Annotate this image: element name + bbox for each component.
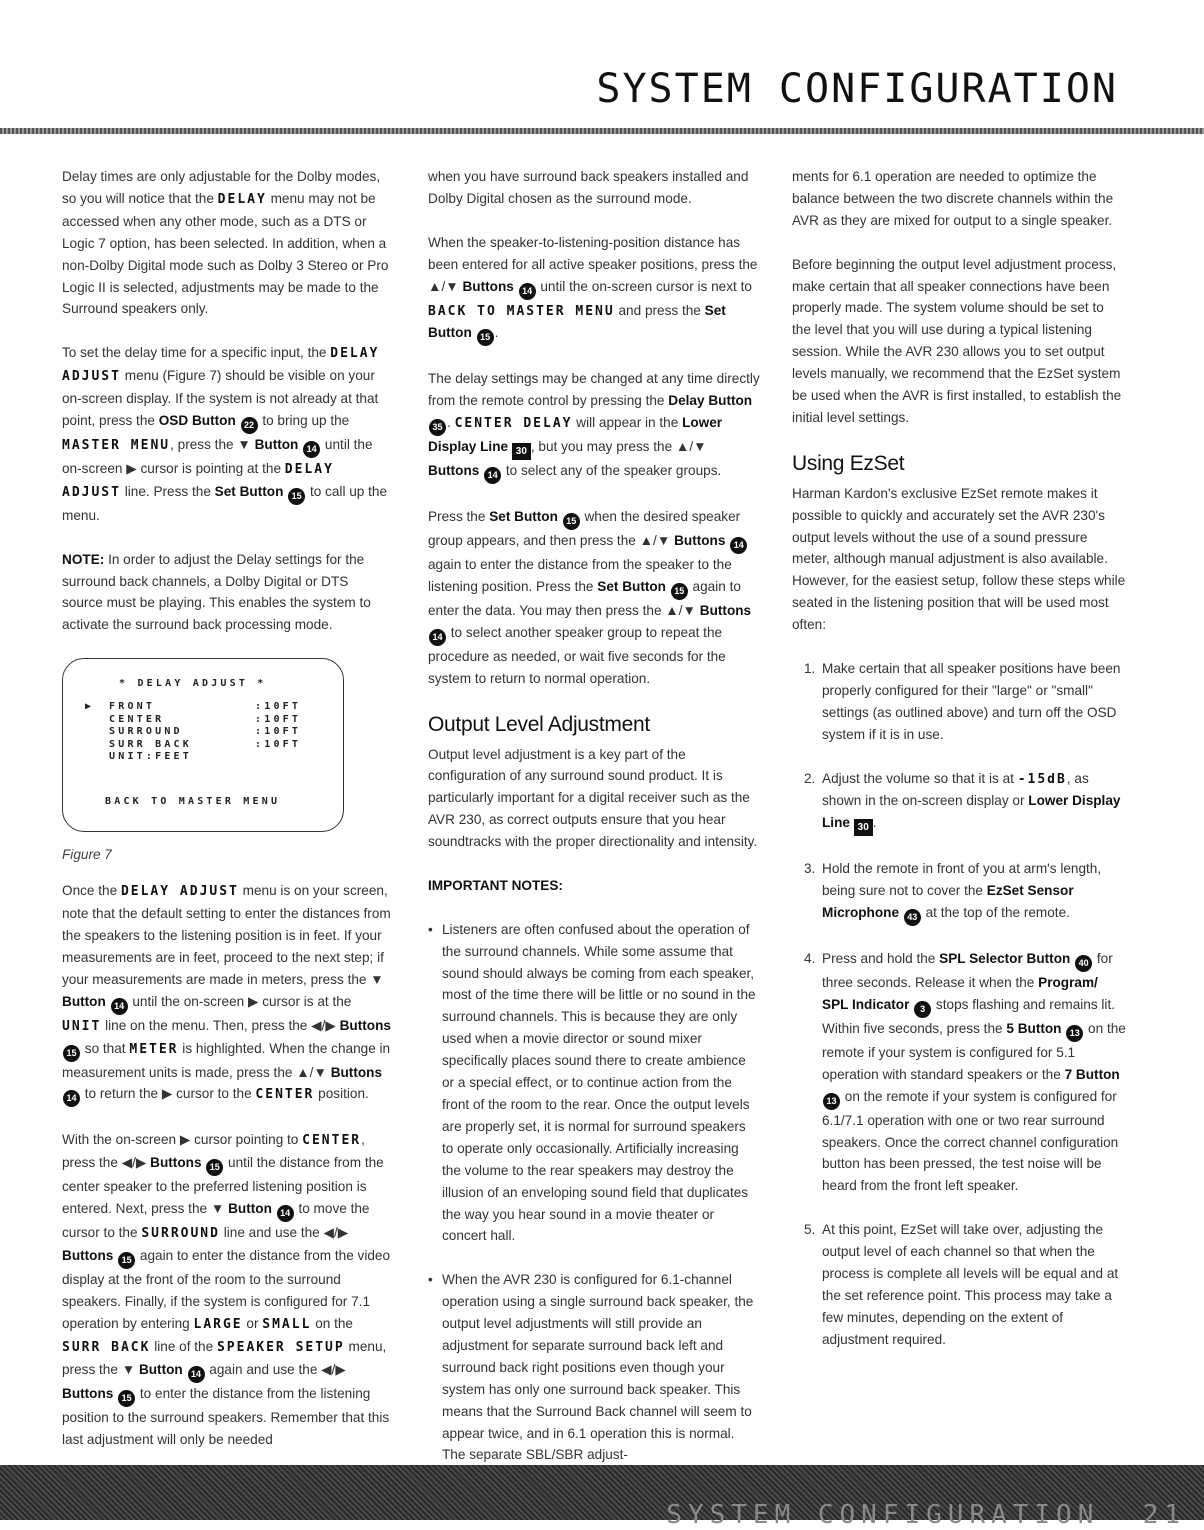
callout-number: 15 [671,583,688,600]
column-1 [62,166,392,1472]
paragraph: Delay times are only adjustable for the Dolby modes, so you will notice that the DELAY menu may not be accessed when any other mode, such as a DTS or Logic 7 option, has been selected. In addition, when a non-Dolby Digital mode such as Dolby 3 Stereo or Pro Logic II is selected, adjustments may be made to the Surround speakers only. [62,169,389,317]
callout-number: 14 [484,467,501,484]
list-item: • When the AVR 230 is configured for 6.1-channel operation using a single surround back speaker, the output level adjustments will still provide an adjustment for separate surround back left and surround back right positions even though your system has only one surround back speaker. This means that the Surround Back channel will seem to appear twice, and in 6.1 operation this is normal. The separate SBL/SBR adjust- [428,1269,760,1466]
column-2 [428,166,760,1488]
paragraph: Once the DELAY ADJUST menu is on your screen, note that the default setting to enter the distances from the speakers to the listening position is in feet. If your measurements are in feet, proceed to the next step; if your measurements are made in meters, press the ▼ Button 14 until the on-screen ▶ cursor is at the UNIT line on the menu. Then, press the ◀/▶ Buttons 15 so that METER is highlighted. When the change in measurement units is made, press the ▲/▼ Buttons 14 to return the ▶ cursor to the CENTER position. [62,880,392,1107]
callout-number: 13 [823,1093,840,1110]
column-3 [792,166,1126,1372]
list-item: 2. Adjust the volume so that it is at -15dB, as shown in the on-screen display or Lower Display Line 30 . [792,768,1126,837]
callout-number: 14 [188,1366,205,1383]
section-heading: Using EzSet [792,451,905,475]
note-paragraph: NOTE: In order to adjust the Delay settings for the surround back channels, a Dolby Digital or DTS source must be playing. This enables the system to activate the surround back processing mode. [62,551,371,633]
callout-number: 3 [914,1001,931,1018]
figure-caption: Figure 7 [62,847,112,863]
page-title: SYSTEM CONFIGURATION [596,66,1118,112]
callout-number: 15 [118,1252,135,1269]
callout-number: 14 [519,283,536,300]
callout-number: 14 [277,1205,294,1222]
paragraph: ments for 6.1 operation are needed to optimize the balance between the two discrete channels within the AVR as they are mixed for output to a single speaker. [792,169,1114,228]
paragraph: When the speaker-to-listening-position distance has been entered for all active speaker positions, press the ▲/▼ Buttons 14 until the on-screen cursor is next to BACK TO MASTER MENU and press the Set Button 15 . [428,232,760,347]
footer-text: SYSTEM CONFIGURATION 21 [666,1500,1186,1530]
important-notes-heading: IMPORTANT NOTES: [428,877,563,893]
osd-delay-adjust-figure [62,658,344,832]
notes-list [428,919,760,1467]
osd-row: SURROUND :10FT [109,726,302,738]
header-rule [0,128,1204,134]
callout-number: 30 [512,443,531,460]
paragraph: Harman Kardon's exclusive EzSet remote makes it possible to quickly and accurately set the AVR 230's output levels without the use of a sound pressure meter, although manual adjustment is also available. However, for the easiest setup, follow these steps while seated in the listening position that will be used most often: [792,485,1126,633]
list-item: • Listeners are often confused about the operation of the surround channels. While some assume that sound should always be coming from each speaker, most of the time there will be little or no sound in the surround channels. This is because they are only used when a movie director or sound mixer specifically places sound there to create ambience or a special effect, or to continue action from the front of the room to the rear. Once the output levels are properly set, it is normal for surround speakers to operate only occasionally. Artificially increasing the volume to the rear speakers may destroy the illusion of an enveloping sound field that duplicates the way you hear sound in a movie theater or concert hall. [428,919,760,1248]
callout-number: 14 [111,998,128,1015]
callout-number: 15 [288,488,305,505]
callout-number: 15 [477,329,494,346]
section-heading: Output Level Adjustment [428,712,650,736]
callout-number: 30 [854,819,873,836]
paragraph: when you have surround back speakers installed and Dolby Digital chosen as the surround mode. [428,169,749,206]
callout-number: 13 [1066,1025,1083,1042]
osd-back-line: BACK TO MASTER MENU [105,796,281,808]
paragraph: Press the Set Button 15 when the desired speaker group appears, and then press the ▲/▼ Buttons 14 again to enter the distance from the speaker to the listening position. Press the Set Button 15 again to enter the data. You may then press the ▲/▼ Buttons 14 to select another speaker group to repeat the procedure as needed, or wait five seconds for the system to return to normal operation. [428,509,752,686]
cursor-icon: ▶ [85,701,95,713]
list-item: 4. Press and hold the SPL Selector Button 40 for three seconds. Release it when the Program/ SPL Indicator 3 stops flashing and remains lit. Within five seconds, press the 5 Button 13 on the remote if your system is configured for 5.1 operation with standard speakers or the 7 Button 13 on the remote if your system is configured for 6.1/7.1 operation with one or two rear surround speakers. Once the correct channel configuration button has been pressed, the test noise will be heard from the front left speaker. [804,950,1126,1194]
callout-number: 14 [429,629,446,646]
page-number: 21 [1142,1500,1186,1530]
callout-number: 14 [730,537,747,554]
paragraph: Before beginning the output level adjustment process, make certain that all speaker connections have been properly made. The system volume should be set to the level that you will use during a typical listening session. While the AVR 230 allows you to set output levels manually, we recommend that the EzSet system be used when the AVR is first installed, to establish the initial level settings. [792,256,1122,425]
callout-number: 40 [1075,955,1092,972]
osd-row: SURR BACK :10FT [109,738,302,750]
callout-number: 15 [63,1045,80,1062]
paragraph: The delay settings may be changed at any time directly from the remote control by pressing the Delay Button 35 . CENTER DELAY will appear in the Lower Display Line 30 , but you may press the ▲/▼ Buttons 14 to select any of the speaker groups. [428,368,760,484]
paragraph: With the on-screen ▶ cursor pointing to CENTER, press the ◀/▶ Buttons 15 until the distance from the center speaker to the preferred listening position is entered. Next, press the ▼ Button 14 to move the cursor to the SURROUND line and use the ◀/▶ Buttons 15 again to enter the distance from the video display at the front of the room to the surround speakers. Finally, if the system is configured for 7.1 operation by entering LARGE or SMALL on the SURR BACK line of the SPEAKER SETUP menu, press the ▼ Button 14 again and use the ◀/▶ Buttons 15 to enter the distance from the listening position to the surround speakers. Remember that this last adjustment will only be needed [62,1132,391,1447]
callout-number: 14 [303,441,320,458]
osd-title: * DELAY ADJUST * [119,678,267,690]
list-item: 3. Hold the remote in front of you at arm's length, being sure not to cover the EzSet Sensor Microphone 43 at the top of the remote. [792,858,1126,926]
callout-number: 15 [563,513,580,530]
osd-row: CENTER :10FT [109,713,302,725]
list-item: 5. At this point, EzSet will take over, adjusting the output level of each channel so that when the process is complete all levels will be equal and at the set reference point. This process may take a few minutes, depending on the extent of adjustment required. [804,1222,1119,1347]
osd-row: ▶ FRONT :10FT [85,701,302,713]
callout-number: 15 [118,1390,135,1407]
callout-number: 15 [206,1159,223,1176]
steps-list [792,658,1126,1351]
callout-number: 14 [63,1090,80,1107]
callout-number: 35 [429,419,446,436]
callout-number: 43 [904,909,921,926]
paragraph: Output level adjustment is a key part of the configuration of any surround sound product. It is particularly important for a digital receiver such as the AVR 230, as correct outputs ensure that you hear soundtracks with the proper directionality and intensity. [428,746,758,850]
callout-number: 22 [241,417,258,434]
list-item: 1. Make certain that all speaker positions have been properly configured for their "large" or "small" settings (as outlined above) and turn off the OSD system if it is in use. [804,660,1121,742]
osd-row: UNIT:FEET [109,751,192,763]
paragraph: To set the delay time for a specific input, the DELAY ADJUST menu (Figure 7) should be visible on your on-screen display. If the system is not already at that point, press the OSD Button 22 to bring up the MASTER MENU, press the ▼ Button 14 until the on-screen ▶ cursor is pointing at the DELAY ADJUST line. Press the Set Button 15 to call up the menu. [62,345,388,523]
